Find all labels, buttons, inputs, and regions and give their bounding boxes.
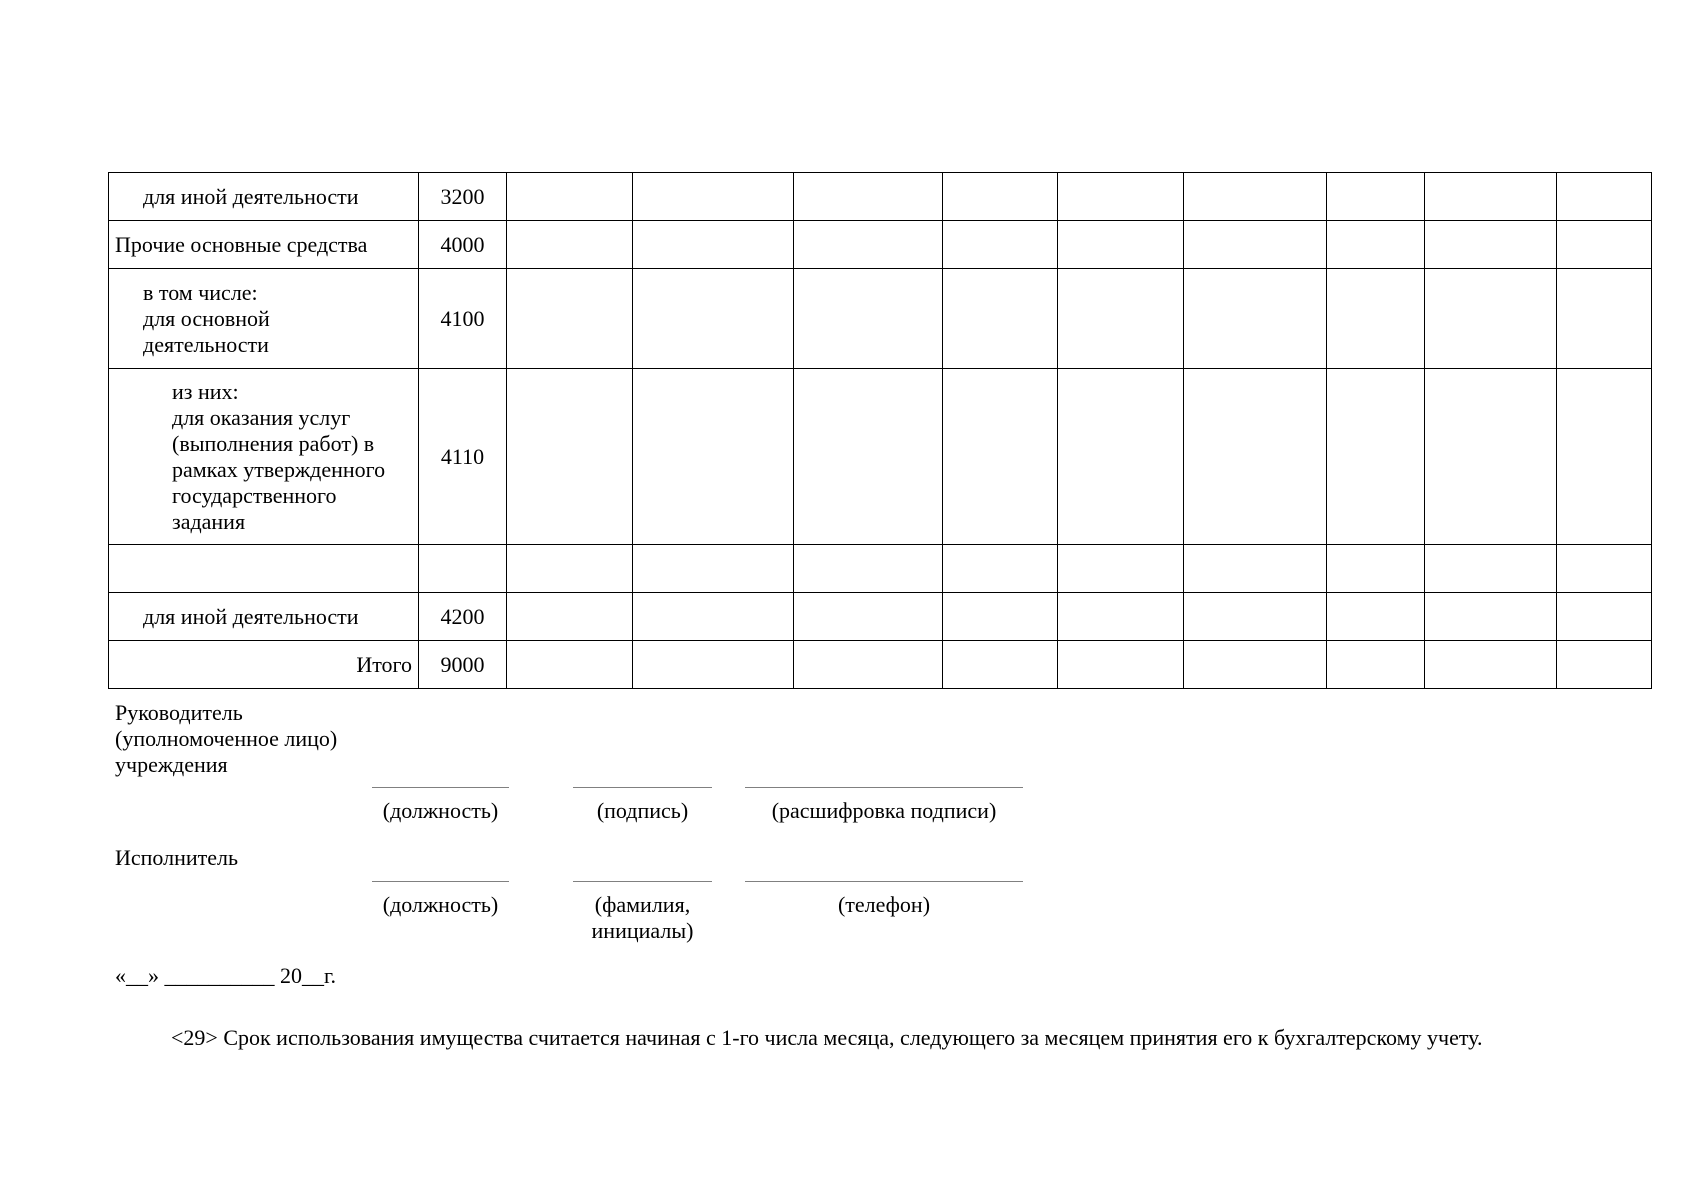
value-cell [794,173,943,221]
value-cell [1184,173,1327,221]
row-name-line: в том числе: [143,279,258,305]
head-decoding-line [745,787,1023,788]
value-cell [1058,269,1184,369]
head-label-line: Руководитель [115,700,243,725]
value-cell [794,221,943,269]
value-cell [1058,173,1184,221]
row-code-cell: 3200 [419,173,507,221]
value-cell [1184,221,1327,269]
value-cell [943,369,1058,545]
head-label [115,700,337,778]
value-cell [1557,221,1652,269]
footnote: <29> Срок использования имущества считается начиная с 1-го числа месяца, следующего за месяцем принятия его к бухгалтерскому учету. [171,1025,1483,1050]
value-cell [1425,369,1557,545]
value-cell [1058,641,1184,689]
table-row [109,545,1652,593]
executor-name-caption-line: инициалы) [591,918,694,943]
value-cell [1425,641,1557,689]
row-name-line: для иной деятельности [143,183,359,209]
row-name-line: рамках утвержденного [172,456,386,482]
value-cell [1184,545,1327,593]
value-cell [943,593,1058,641]
head-signature-caption: (подпись) [596,798,689,823]
row-name-cell [109,173,419,221]
value-cell [794,369,943,545]
value-cell [633,369,794,545]
value-cell [507,173,633,221]
row-name-line: для оказания услуг [172,404,351,430]
table-row [109,641,1652,689]
value-cell [794,593,943,641]
date-line: «__» __________ 20__г. [115,963,337,988]
value-cell [1557,641,1652,689]
value-cell [633,593,794,641]
value-cell [1327,221,1425,269]
value-cell [943,641,1058,689]
row-name-line: деятельности [143,331,269,357]
value-cell [1184,593,1327,641]
row-name-line: государственного [172,482,337,508]
value-cell [507,269,633,369]
value-cell [1327,269,1425,369]
value-cell [1058,221,1184,269]
value-cell [1425,269,1557,369]
executor-phone-line [745,881,1023,882]
value-cell [1058,593,1184,641]
row-name-line: (выполнения работ) в [172,430,375,456]
value-cell [794,269,943,369]
row-name-cell [109,545,419,593]
row-name-line: для основной [143,305,270,331]
value-cell [1425,173,1557,221]
head-decoding-caption: (расшифровка подписи) [771,798,997,823]
row-name-line: Итого [356,651,412,677]
value-cell [1058,369,1184,545]
value-cell [1425,545,1557,593]
executor-name-caption [573,892,712,944]
value-cell [633,641,794,689]
value-cell [1557,593,1652,641]
head-signature-line [573,787,712,788]
row-name-line: для иной деятельности [143,603,359,629]
executor-position-line [372,881,509,882]
value-cell [943,173,1058,221]
table-row [109,269,1652,369]
value-cell [1184,269,1327,369]
value-cell [794,545,943,593]
table-row [109,221,1652,269]
value-cell [1557,269,1652,369]
value-cell [633,173,794,221]
value-cell [1425,221,1557,269]
value-cell [633,545,794,593]
row-code-cell: 4100 [419,269,507,369]
head-label-line: (уполномоченное лицо) [115,726,338,751]
value-cell [1327,641,1425,689]
value-cell [1557,545,1652,593]
head-position-caption: (должность) [382,798,499,823]
table-row [109,173,1652,221]
head-position-line [372,787,509,788]
row-name-line: из них: [172,378,239,404]
value-cell [1058,545,1184,593]
value-cell [507,221,633,269]
table-row [109,369,1652,545]
value-cell [1327,545,1425,593]
value-cell [507,593,633,641]
row-code-cell: 4110 [419,369,507,545]
value-cell [1327,173,1425,221]
row-code-cell [419,545,507,593]
executor-label: Исполнитель [115,845,239,870]
value-cell [1327,593,1425,641]
assets-table [108,172,1652,689]
value-cell [1557,369,1652,545]
value-cell [1184,641,1327,689]
row-code-cell: 4200 [419,593,507,641]
row-name-line [115,556,412,582]
value-cell [507,641,633,689]
value-cell [507,545,633,593]
row-code-cell: 9000 [419,641,507,689]
row-code-cell: 4000 [419,221,507,269]
row-name-cell [109,641,419,689]
value-cell [633,269,794,369]
value-cell [633,221,794,269]
row-name-cell [109,269,419,369]
value-cell [943,545,1058,593]
value-cell [1184,369,1327,545]
value-cell [507,369,633,545]
value-cell [1425,593,1557,641]
executor-position-caption: (должность) [382,892,499,917]
row-name-line: Прочие основные средства [115,231,368,257]
row-name-cell [109,221,419,269]
row-name-cell [109,369,419,545]
executor-name-caption-line: (фамилия, [594,892,691,917]
value-cell [1327,369,1425,545]
table-row [109,593,1652,641]
row-name-cell [109,593,419,641]
value-cell [943,221,1058,269]
table-body [109,173,1652,689]
executor-name-line [573,881,712,882]
head-label-line: учреждения [115,752,228,777]
value-cell [943,269,1058,369]
value-cell [1557,173,1652,221]
value-cell [794,641,943,689]
executor-phone-caption: (телефон) [837,892,931,917]
row-name-line: задания [172,508,246,534]
